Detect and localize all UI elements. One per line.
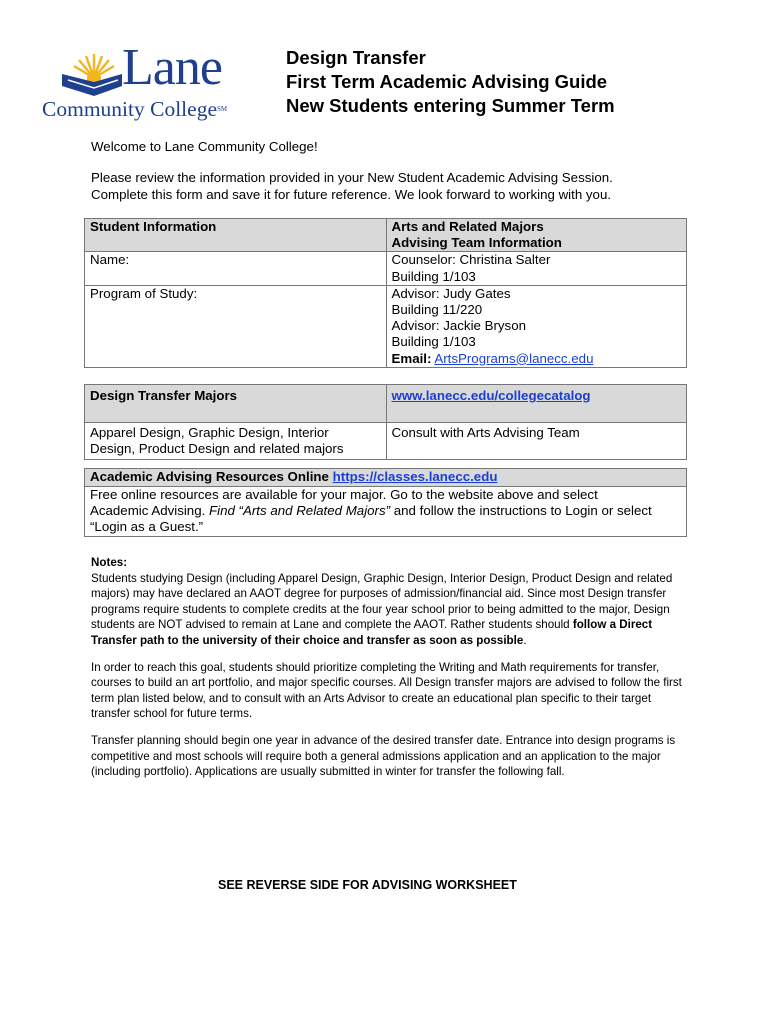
notes-paragraph-1	[91, 571, 691, 649]
intro-line-1: Please review the information provided in your New Student Academic Advising Session.	[91, 170, 613, 185]
logo-subtitle	[42, 96, 227, 122]
advising-team-header-line-1: Arts and Related Majors	[391, 219, 544, 234]
advisor-1-name: Advisor: Judy Gates	[391, 285, 511, 301]
catalog-cell	[386, 385, 687, 423]
classes-link[interactable]: https://classes.lanecc.edu	[332, 469, 498, 484]
resources-body	[85, 487, 687, 537]
resources-line-2	[90, 503, 681, 519]
resources-line-1: Free online resources are available for your major. Go to the website above and select	[90, 487, 598, 502]
resources-line-2c: and follow the instructions to Login or select	[390, 503, 652, 519]
logo-subtitle-text: Community College	[42, 97, 217, 121]
notes-paragraph-3: Transfer planning should begin one year in advance of the desired transfer date. Entrance into design programs is competitive and most schools will require both a general admissions application and an application to the major (including portfolio). Applications are usually submitted in winter for transfer the following fall.	[91, 733, 676, 779]
email-label: Email:	[391, 350, 432, 366]
document-title	[286, 46, 615, 118]
welcome-line: Welcome to Lane Community College!	[91, 139, 318, 154]
lane-logo	[40, 38, 265, 123]
intro-line-2: Complete this form and save it for future reference. We look forward to working with you.	[91, 186, 612, 202]
title-line-3: New Students entering Summer Term	[286, 95, 615, 116]
welcome-text	[91, 139, 318, 156]
notes-paragraph-2: In order to reach this goal, students should prioritize completing the Writing and Math requirements for transfer, courses to build an art portfolio, and major specific courses. All Design transfer majors are advised to follow the first term plan listed below, and to consult with an Arts Advisor to create an educational plan specific to their target transfer school for future terms.	[91, 660, 682, 721]
counselor-building: Building 1/103	[391, 268, 476, 284]
majors-header: Design Transfer Majors	[85, 385, 387, 423]
majors-line-1: Apparel Design, Graphic Design, Interior	[90, 425, 329, 440]
college-catalog-link[interactable]: www.lanecc.edu/collegecatalog	[391, 388, 591, 403]
sunrise-logo-icon	[60, 52, 122, 98]
advisor-1-building: Building 11/220	[391, 302, 483, 318]
consult-cell: Consult with Arts Advising Team	[386, 423, 687, 460]
advising-team-header	[386, 219, 687, 252]
logo-servicemark: SM	[216, 105, 228, 113]
notes-heading: Notes:	[91, 556, 128, 569]
student-info-table	[84, 218, 687, 368]
notes-p1-bold: follow a Direct Transfer path to the university of their choice and transfer as soon as possible	[91, 618, 653, 647]
program-of-study-label: Program of Study:	[90, 285, 198, 301]
notes-p1-c: .	[523, 633, 527, 647]
notes-p1-a: Students studying Design (including Apparel Design, Graphic Design, Interior Design, Product Design and related majors) may have declared an AAOT degree for purposes of admission/financial aid. Since most Design transfer programs require students to complete credits at the four year school prior to being admitted to the major, Design students are NOT advised to remain at Lane and complete the AAOT. Rather students should	[91, 571, 673, 632]
title-line-1: Design Transfer	[286, 47, 426, 68]
advisors-cell	[386, 285, 687, 367]
resources-line-3: “Login as a Guest.”	[90, 519, 204, 535]
notes-section	[91, 555, 691, 791]
intro-paragraph	[91, 170, 613, 203]
reverse-side-note: SEE REVERSE SIDE FOR ADVISING WORKSHEET	[218, 878, 517, 892]
name-field[interactable]	[85, 252, 387, 285]
program-of-study-field[interactable]	[85, 285, 387, 367]
resources-header	[85, 469, 687, 487]
majors-line-2: Design, Product Design and related majors	[90, 441, 344, 457]
name-label: Name:	[90, 252, 130, 268]
advisor-2-building: Building 1/103	[391, 334, 476, 350]
email-link[interactable]: ArtsPrograms@lanecc.edu	[434, 350, 594, 366]
majors-table	[84, 384, 687, 460]
majors-list-cell	[85, 423, 387, 460]
resources-line-2b: Find “Arts and Related Majors”	[209, 503, 391, 519]
title-line-2: First Term Academic Advising Guide	[286, 71, 608, 92]
student-info-header: Student Information	[85, 219, 387, 252]
logo-wordmark: Lane	[122, 39, 222, 96]
resources-header-text: Academic Advising Resources Online	[90, 469, 329, 484]
counselor-name: Counselor: Christina Salter	[391, 252, 551, 268]
email-row	[392, 351, 682, 367]
advisor-2-name: Advisor: Jackie Bryson	[391, 318, 526, 334]
advising-team-header-line-2: Advising Team Information	[391, 235, 562, 251]
resources-line-2a: Academic Advising.	[90, 503, 209, 519]
resources-table	[84, 468, 687, 537]
counselor-cell	[386, 252, 687, 285]
